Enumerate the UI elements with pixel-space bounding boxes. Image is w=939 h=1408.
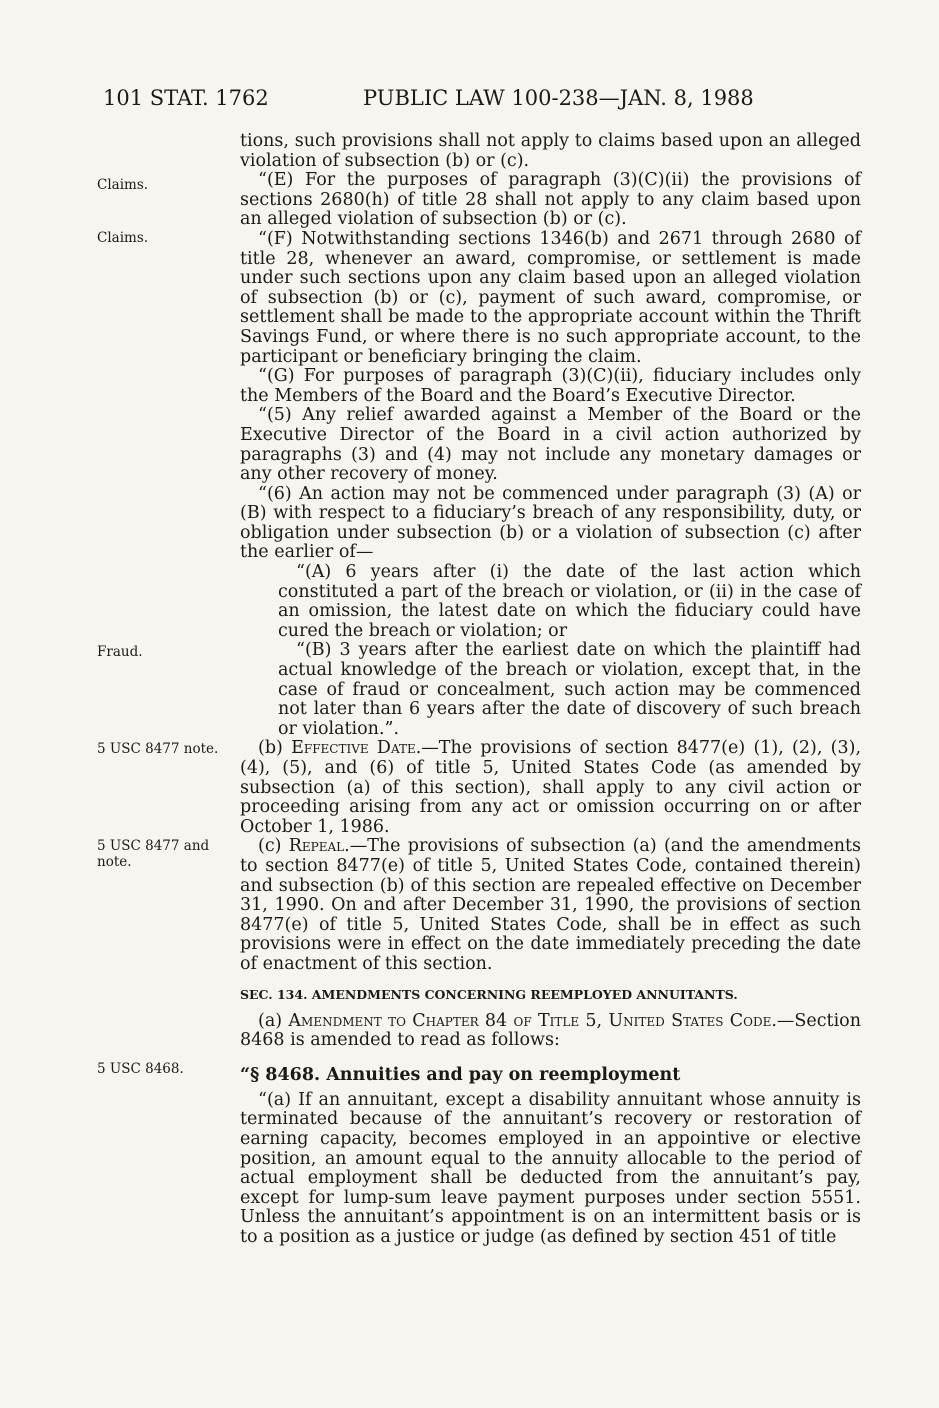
paragraph-E: “(E) For the purposes of paragraph (3)(C)(ii) the provisions of sections 2680(h) of title 28 shall not apply to any claim based upon an alleged violation of subsection (b) or (c). [240,170,861,230]
effective-date-text: —The provisions of section 8477(e) (1), (2), (3), (4), (5), and (6) of title 5, United States Code (as amended by subsection (a) of this section), shall apply to any civil action or proceeding arising from any act or omission occurring on or after October 1, 1986. [240,738,862,837]
paragraph-6: “(6) An action may not be commenced under paragraph (3) (A) or (B) with respect to a fiduciary’s breach of any responsibility, duty, or obligation under subsection (b) or a violation of subsection (c) after the earlier of— [240,483,861,563]
amendment-heading: Amendment to Chapter 84 of Title 5, United States Code. [288,1010,777,1031]
effective-date-heading: Effective Date. [291,738,422,759]
paragraph-repeal: (c) Repeal.—The provisions of subsection (a) (and the amendments to section 8477(e) of title 5, United States Code, contained therein) and subsection (b) of this section are repealed effective on December 31, 1990. On and after December 31, 1990, the provisions of section 8477(e) of title 5, United States Code, shall be in effect as such provisions were in effect on the date immediately preceding the date of enactment of this section. [240,836,861,974]
subparagraph-A: “(A) 6 years after (i) the date of the last action which constituted a part of the breach or violation, or (ii) in the case of an omission, the latest date on which the fiduciary could have cured the breach or violation; or [278,562,861,641]
paragraph-5: “(5) Any relief awarded against a Member of the Board or the Executive Director of the Board in a civil action authorized by paragraphs (3) and (4) may not include any monetary damages or any other recovery of money. [240,405,861,485]
page-header [0,86,939,116]
margin-note-usc-8468: 5 USC 8468. [97,1061,184,1077]
margin-note-claims-2: Claims. [97,230,149,246]
paragraph-G: “(G) For purposes of paragraph (3)(C)(ii), fiduciary includes only the Members of the Board and the Board’s Executive Director. [240,366,861,406]
paragraph-a: “(a) If an annuitant, except a disability annuitant whose annuity is terminated because of the annuitant’s recovery or restoration of earning capacity, becomes employed in an appointive or elective position, an amount equal to the annuity allocable to the period of actual employment shall be deducted from the annuitant’s pay, except for lump-sum leave payment purposes under section 5551. Unless the annuitant’s appointment is on an intermittent basis or is to a position as a justice or judge (as defined by section 451 of title [240,1089,861,1247]
paragraph: tions, such provisions shall not apply to claims based upon an alleged violation of subsection (b) or (c). [240,131,861,171]
section-title: “§ 8468. Annuities and pay on reemployment [240,1064,681,1085]
margin-note-fraud: Fraud. [97,644,143,660]
section-heading: SEC. 134. AMENDMENTS CONCERNING REEMPLOYED ANNUITANTS. [240,986,738,1002]
subparagraph-B: “(B) 3 years after the earliest date on which the plaintiff had actual knowledge of the breach or violation, except that, in the case of fraud or concealment, such action may be commenced not later than 6 years after the date of discovery of such breach or violation.”. [278,640,861,739]
paragraph-F: “(F) Notwithstanding sections 1346(b) and 2671 through 2680 of title 28, whenever an award, compromise, or settlement is made under such sections upon any claim based upon an alleged violation of subsection (b) or (c), payment of such award, compromise, or settlement shall be made to the appropriate account within the Thrift Savings Fund, or where there is no such appropriate account, to the participant or beneficiary bringing the claim. [240,228,861,367]
repeal-text: —The provisions of subsection (a) (and the amendments to section 8477(e) of title 5, United States Code, contained therein) and subsection (b) of this section are repealed effective on December 31, 1990. On and after December 31, 1990, the provisions of section 8477(e) of title 5, United States Code, shall be in effect as such provisions were in effect on the date immediately preceding the date of enactment of this section. [240,836,861,974]
margin-note-usc-8477-note: 5 USC 8477 note. [97,741,219,757]
repeal-heading: Repeal. [288,836,350,857]
page-body [240,132,861,1247]
margin-note-usc-8477-and-note: 5 USC 8477 and note. [97,838,210,870]
amendment-text: —Section 8468 is amended to read as follows: [240,1010,861,1051]
margin-note-claims-1: Claims. [97,177,149,193]
statute-citation: 101 STAT. 1762 [103,86,269,110]
paragraph-effective-date: (b) Effective Date.—The provisions of section 8477(e) (1), (2), (3), (4), (5), and (6) of title 5, United States Code (as amended by subsection (a) of this section), shall apply to any civil action or proceeding arising from any act or omission occurring on or after October 1, 1986. [240,738,862,837]
paragraph-amendment: (a) Amendment to Chapter 84 of Title 5, United States Code.—Section 8468 is amended to read as follows: [240,1010,861,1051]
law-title: PUBLIC LAW 100-238—JAN. 8, 1988 [363,86,754,110]
